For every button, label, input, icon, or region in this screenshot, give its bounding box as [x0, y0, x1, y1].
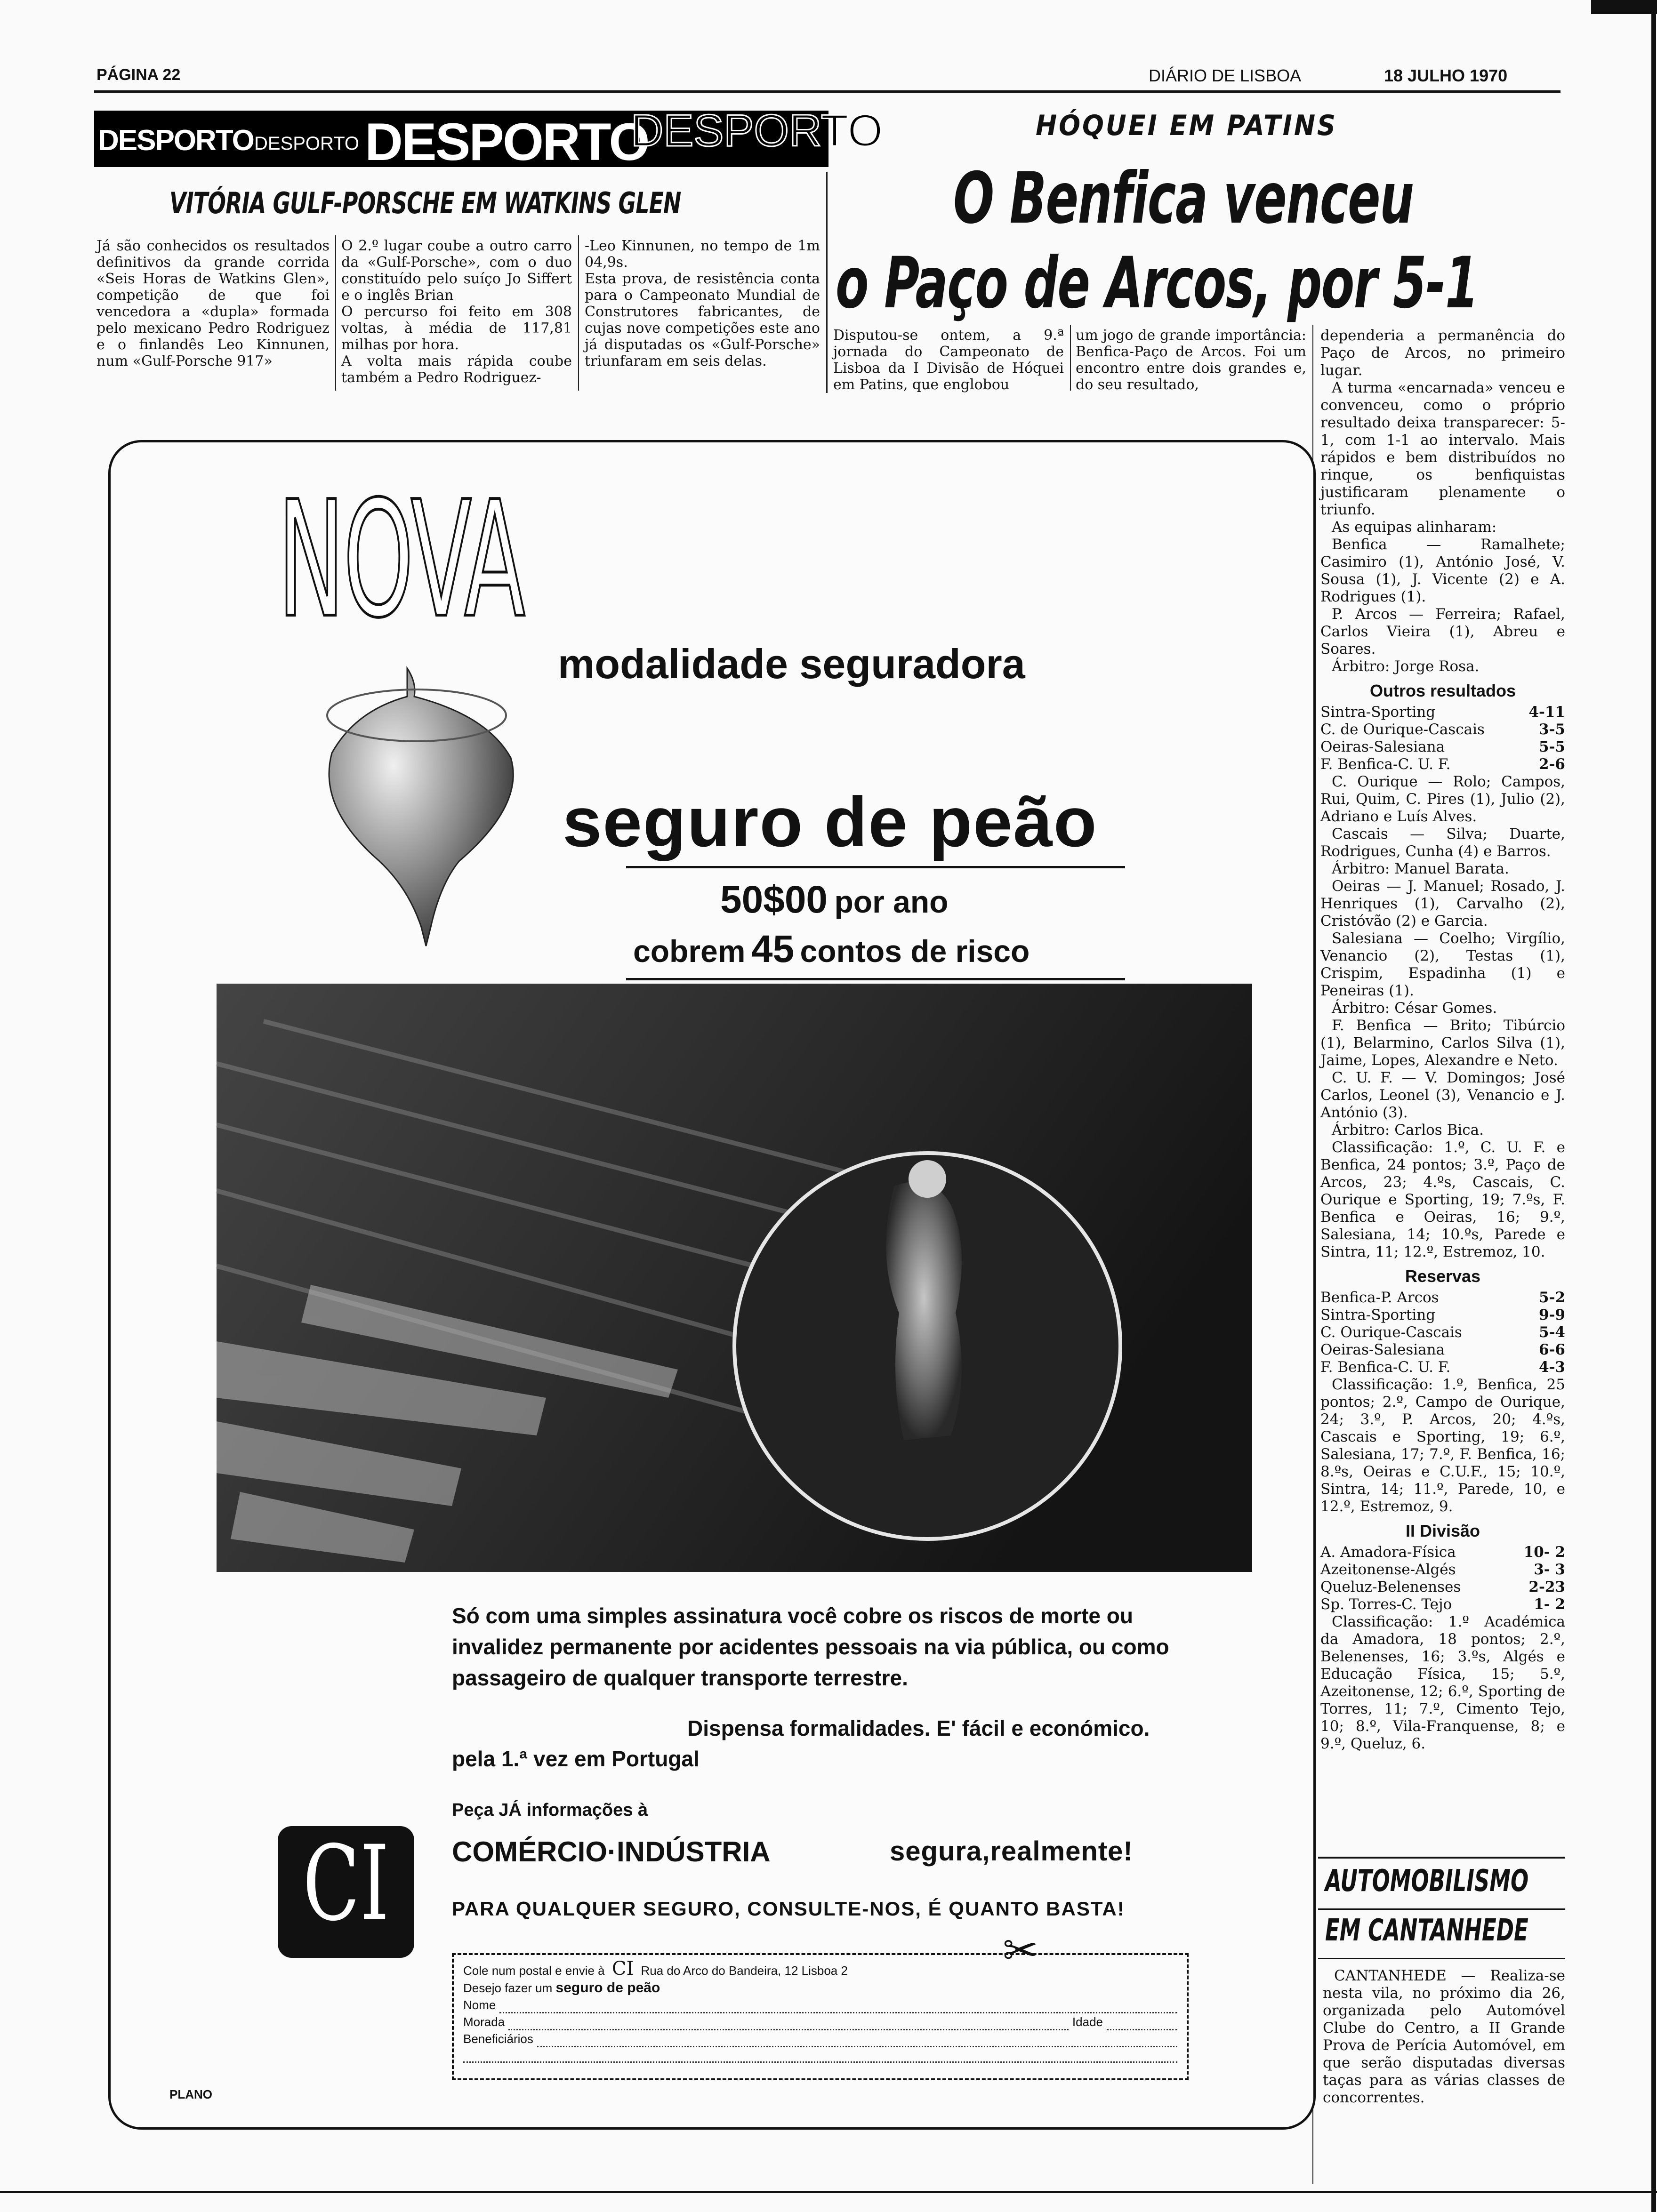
sidebar-paragraph: Benfica — Ramalhete; Casimiro (1), António José, V. Sousa (1), J. Vicente (2) e A. Rodrigues (1).: [1320, 536, 1565, 605]
results-sidebar: [1320, 327, 1565, 1753]
sidebar-paragraph: Classificação: 1.º, Benfica, 25 pontos; 2.º, Campo de Ourique, 24; 3.º, P. Arcos, 20; 4.ºs, Cascais e Sporting, 19; 6.º, Salesiana, 17; 7.º, F. Benfica, 16; 8.ºs, Oeiras e C.U.F., 15; 10.º, Sintra, 14; 11.º, Parede, 10, e 12.º, Estremoz, 9.: [1320, 1376, 1565, 1515]
coupon-blank-line[interactable]: [463, 2047, 1177, 2063]
coupon-line-1: Cole num postal e envie à CI Rua do Arco do Bandeira, 12 Lisboa 2: [463, 1958, 848, 1980]
coupon-box: [452, 1953, 1189, 2080]
result-row: C. Ourique-Cascais 5-4: [1320, 1324, 1565, 1341]
newspaper-name: DIÁRIO DE LISBOA: [1149, 66, 1302, 85]
coupon-name-field[interactable]: Nome: [463, 1996, 1177, 2013]
section-rule: [1318, 1857, 1565, 1859]
sidebar-paragraph: Árbitro: César Gomes.: [1332, 1000, 1497, 1017]
advert-tagline: PARA QUALQUER SEGURO, CONSULTE-NOS, É QUANTO BASTA!: [452, 1898, 1125, 1920]
result-row: C. de Ourique-Cascais 3-5: [1320, 721, 1565, 738]
advert-price-period: por ano: [834, 884, 949, 919]
sidebar-paragraph: Árbitro: Carlos Bica.: [1332, 1122, 1484, 1138]
article-kicker: HÓQUEI EM PATINS: [1036, 109, 1337, 142]
main-headline-line-2: o Paço de Arcos, por 5-1: [836, 242, 1478, 324]
agency-credit: PLANO: [169, 2087, 212, 2101]
article-column-3: -Leo Kinnunen, no tempo de 1m 04,9s. Esta prova, de resistência conta para o Campeonato Mundial de Construtores fabricantes, de cujas nove competições este ano já disputadas os «Gulf-Porsche» triunfaram em seis delas.: [585, 238, 820, 369]
company-slogan: segura,realmente!: [890, 1836, 1133, 1867]
advert-price: 50$00: [720, 878, 828, 921]
section-rule: [1318, 1908, 1565, 1910]
article-column-2: O 2.º lugar coube a outro carro da «Gulf-Porsche», com o duo constituído pelo suíço Jo Siffert e o inglês Brian O percurso foi feito em 308 voltas, à média de 117,81 milhas por hora. A volta mais rápida coube também a Pedro Rodriguez-: [341, 238, 572, 386]
pedestrian-photo: [217, 984, 1252, 1572]
advert-subtitle: modalidade seguradora: [558, 641, 1025, 687]
advert-price-line-2: [633, 927, 1030, 971]
section-heading: II Divisão: [1405, 1521, 1480, 1540]
banner-word-small: DESPORTO: [98, 124, 254, 157]
company-name: COMÉRCIO·INDÚSTRIA: [452, 1836, 771, 1867]
column-rule: [578, 235, 579, 391]
results-list: [1320, 1544, 1565, 1613]
result-row: Sintra-Sporting 4-11: [1320, 704, 1565, 721]
advert-coverage-number: 45: [751, 928, 795, 970]
insurance-advert: [108, 440, 1316, 2130]
sidebar-paragraph: dependeria a permanência do Paço de Arcos, no primeiro lugar.: [1320, 327, 1565, 379]
section-heading: Outros resultados: [1369, 681, 1516, 700]
article-column-1: Já são conhecidos os resultados definitivos da grande corrida «Seis Horas de Watkins Glen», competição de que foi vencedora a «dupla» formada pelo mexicano Pedro Rodriguez e o finlandês Leo Kinnunen, num «Gulf-Porsche 917»: [97, 238, 330, 369]
auto-title-line-2: EM CANTANHEDE: [1325, 1913, 1528, 1948]
sidebar-paragraph: Classificação: 1.º, C. U. F. e Benfica, 24 pontos; 3.º, Paço de Arcos, 23; 4.ºs, Cascais, C. Ourique e Sporting, 19; 7.ºs, F. Benfica e Oeiras, 16; 9.º, Salesiana, 14; 10.ºs, Parede e Sintra, 11; 12.º, Estremoz, 10.: [1320, 1139, 1565, 1260]
sidebar-paragraph: As equipas alinharam:: [1332, 519, 1497, 536]
section-banner: [94, 105, 883, 171]
column-rule: [335, 235, 336, 391]
column-rule: [826, 172, 828, 393]
result-row: Sintra-Sporting 9-9: [1320, 1306, 1565, 1323]
main-headline-line-1: O Benfica venceu: [953, 158, 1414, 240]
coupon-address-field[interactable]: Morada Idade: [463, 2013, 1177, 2030]
ci-logo-text: CI: [303, 1823, 389, 1944]
result-row: Queluz-Belenenses 2-23: [1320, 1579, 1565, 1595]
page-number: PÁGINA 22: [97, 66, 181, 84]
result-row: Sp. Torres-C. Tejo 1- 2: [1320, 1596, 1565, 1613]
banner-word-outline: DESPORTO: [631, 105, 883, 156]
street-scene-image: [217, 984, 1252, 1572]
banner-word-large: DESPORTO: [365, 112, 649, 171]
right-margin-line: [1651, 0, 1656, 2212]
spinning-top-icon: [290, 664, 553, 951]
advert-divider: [626, 866, 1125, 868]
right-margin-bar: [1591, 0, 1657, 14]
section-heading: Reservas: [1405, 1266, 1481, 1286]
scissors-icon: ✂: [1003, 1927, 1038, 1974]
coupon-beneficiaries-field[interactable]: Beneficiários: [463, 2030, 1177, 2047]
auto-title-line-1: AUTOMOBILISMO: [1325, 1864, 1529, 1899]
result-row: Benfica-P. Arcos 5-2: [1320, 1289, 1565, 1306]
article-title: VITÓRIA GULF-PORSCHE EM WATKINS GLEN: [169, 186, 681, 220]
result-row: F. Benfica-C. U. F. 2-6: [1320, 756, 1565, 773]
advert-coverage-text: contos de risco: [800, 934, 1030, 969]
sidebar-paragraph: Oeiras — J. Manuel; Rosado, J. Henriques (1), Carvalho (2), Cristóvão (2) e Garcia.: [1320, 878, 1565, 930]
result-row: Oeiras-Salesiana 6-6: [1320, 1341, 1565, 1358]
result-row: Azeitonense-Algés 3- 3: [1320, 1561, 1565, 1578]
coupon-line-2: Desejo fazer um seguro de peão: [463, 1980, 660, 1996]
sidebar-paragraph: Árbitro: Jorge Rosa.: [1332, 658, 1480, 675]
sidebar-paragraph: C. Ourique — Rolo; Campos, Rui, Quim, C. Pires (1), Julio (2), Adriano e Luís Alves.: [1320, 773, 1565, 825]
auto-body: CANTANHEDE — Realiza-se nesta vila, no próximo dia 26, organizada pelo Automóvel Clube do Centro, a II Grande Prova de Perícia Automóvel, em que serão disputadas diversas taças para as várias classes de concorrentes.: [1323, 1967, 1565, 2106]
advert-coverage-text: cobrem: [633, 934, 746, 969]
sidebar-paragraph: F. Benfica — Brito; Tibúrcio (1), Belarmino, Carlos Silva (1), Jaime, Lopes, Alexandre e Neto.: [1320, 1017, 1565, 1069]
sidebar-paragraph: Cascais — Silva; Duarte, Rodrigues, Cunha (4) e Barros.: [1320, 825, 1565, 860]
advert-body: Só com uma simples assinatura você cobre os riscos de morte ou invalidez permanente por acidentes pessoais na via pública, ou como passageiro de qualquer transporte terrestre.: [452, 1603, 1169, 1690]
header-rule: [94, 90, 1560, 93]
result-row: F. Benfica-C. U. F. 4-3: [1320, 1359, 1565, 1376]
main-article-column-1: Disputou-se ontem, a 9.ª jornada do Campeonato de Lisboa da I Divisão de Hóquei em Patins, que englobou: [833, 327, 1064, 393]
advert-big-word: NOVA: [278, 467, 524, 653]
sidebar-paragraph: P. Arcos — Ferreira; Rafael, Carlos Vieira (1), Abreu e Soares.: [1320, 606, 1565, 657]
sidebar-paragraph: Árbitro: Manuel Barata.: [1332, 860, 1509, 877]
issue-date: 18 JULHO 1970: [1384, 66, 1508, 85]
advert-divider: [626, 978, 1125, 980]
sidebar-paragraph: Classificação: 1.º Académica da Amadora, 18 pontos; 2.º, Belenenses, 16; 3.ºs, Algés e Educação Física, 15; 5.º, Azeitonense, 12; 6.º, Sporting de Torres, 11; 7.º, Cimento Tejo, 10; 8.º, Vila-Franquense, 8; e 9.º, Queluz, 6.: [1320, 1613, 1565, 1752]
section-rule: [1318, 1958, 1565, 1959]
result-row: Oeiras-Salesiana 5-5: [1320, 738, 1565, 755]
footer-rule: [0, 2191, 1657, 2193]
advert-price-line-1: [720, 878, 948, 922]
sidebar-paragraph: A turma «encarnada» venceu e convenceu, como o próprio resultado deixa transparecer: 5-1, com 1-1 ao intervalo. Mais rápidos e bem distribuídos no rinque, os benfiquistas justificaram plenamente o triunfo.: [1320, 379, 1565, 518]
advert-body-left: pela 1.ª vez em Portugal: [452, 1747, 700, 1771]
coupon-ci-logo: CI: [611, 1958, 634, 1980]
sidebar-paragraph: C. U. F. — V. Domingos; José Carlos, Leonel (3), Venancio e J. António (3).: [1320, 1069, 1565, 1121]
results-list: [1320, 704, 1565, 773]
main-article-column-2: um jogo de grande importância: Benfica-Paço de Arcos. Foi um encontro entre dois grandes e, do seu resultado,: [1076, 327, 1306, 393]
results-list: [1320, 1289, 1565, 1376]
sidebar-paragraph: Salesiana — Coelho; Virgílio, Venancio (2), Testas (1), Crispim, Espadinha (1) e Peneiras (1).: [1320, 930, 1565, 999]
advert-body-right: Dispensa formalidades. E' fácil e económico.: [687, 1716, 1150, 1740]
column-rule: [1070, 325, 1071, 391]
advert-product: seguro de peão: [563, 782, 1098, 861]
banner-word-tiny: DESPORTO: [254, 133, 360, 154]
ci-logo: [278, 1823, 414, 1958]
advert-ask: Peça JÁ informações à: [452, 1800, 648, 1820]
result-row: A. Amadora-Física 10- 2: [1320, 1544, 1565, 1561]
